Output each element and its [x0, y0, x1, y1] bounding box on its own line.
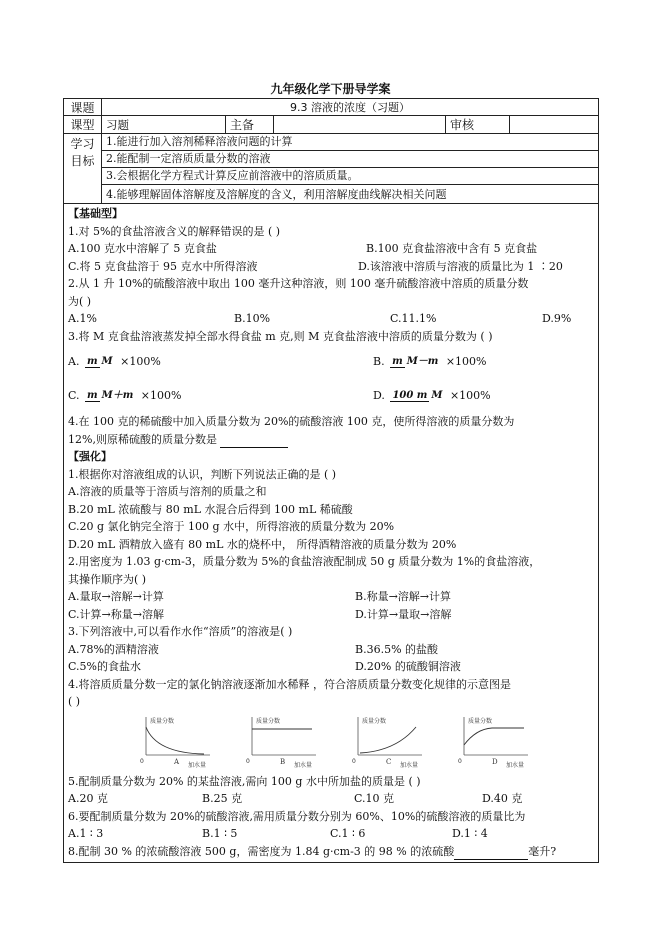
- strong-q2-c: C.计算→称量→溶解: [68, 607, 164, 621]
- goals-label: [64, 134, 102, 203]
- fraction-a-numerator: m: [86, 356, 98, 368]
- answer-blank[interactable]: [220, 435, 288, 448]
- graph-d-origin: 0: [458, 757, 462, 765]
- strong-q2-a: A.量取→溶解→计算: [68, 590, 164, 603]
- strong-q5-b: B.25 克: [202, 792, 243, 805]
- graph-a-ylabel: 质量分数: [150, 717, 175, 725]
- meta-row: [64, 116, 598, 134]
- fraction-b: [390, 356, 440, 368]
- topic-row: [64, 99, 598, 116]
- basic-q1: 1.对 5%的食盐溶液含义的解释错误的是 ( ): [68, 224, 281, 238]
- fraction-d-numerator: 100 m: [392, 390, 428, 402]
- fraction-c-denominator: M＋m: [101, 390, 134, 402]
- dilution-graphs: [68, 715, 594, 769]
- graph-d-curve: [464, 728, 524, 745]
- strong-q5: 5.配制质量分数为 20% 的某盐溶液,需向 100 g 水中所加盐的质量是 ( ): [68, 774, 421, 788]
- strong-q3-d: D.20% 的硫酸铜溶液: [355, 660, 461, 673]
- goals-row: [64, 134, 598, 204]
- strong-q6-c: C.1 ∶ 6: [330, 827, 366, 840]
- fraction-c-numerator: m: [87, 390, 98, 402]
- basic-q3-c-prefix: C.: [68, 389, 80, 403]
- exercise-body: [64, 204, 598, 862]
- basic-q3-d-prefix: D.: [373, 389, 385, 403]
- basic-q3-a-prefix: A.: [68, 355, 80, 369]
- basic-q2-options: [68, 310, 594, 328]
- graph-d-letter: D: [492, 758, 498, 766]
- strong-q1-a: A.溶液的质量等于溶质与溶剂的质量之和: [68, 485, 267, 498]
- basic-q1-options-row2: [68, 258, 594, 276]
- fraction-b-numerator: m: [392, 356, 403, 368]
- basic-q2-line1: 2.从 1 升 10%的硫酸溶液中取出 100 毫升这种溶液，则 100 毫升硫酸溶液中溶质的质量分数: [68, 277, 529, 290]
- basic-q3-a-suffix: ×100%: [120, 355, 161, 369]
- fraction-b-denominator: M－m: [406, 356, 439, 368]
- goal-item: 3.会根据化学方程式计算反应前溶液中的溶质质量。: [102, 168, 598, 185]
- graph-b-letter: B: [280, 758, 286, 766]
- host-label: 主备: [226, 116, 274, 133]
- basic-q4-line1: 4.在 100 克的稀硫酸中加入质量分数为 20%的硫酸溶液 100 克，使所得溶液的质量分数为: [68, 415, 515, 428]
- topic-label: 课题: [64, 99, 102, 115]
- fraction-d-denominator: M: [431, 390, 443, 402]
- basic-q4-line2: [68, 431, 594, 449]
- basic-q3-c-suffix: ×100%: [140, 389, 182, 403]
- basic-q2-c: C.11.1%: [390, 312, 437, 325]
- type-label: 课型: [64, 116, 102, 133]
- goal-item: 4.能够理解固体溶解度及溶解度的含义，利用溶解度曲线解决相关问题: [106, 188, 447, 201]
- basic-q1-a: A.100 克水中溶解了 5 克食盐: [68, 242, 217, 255]
- graph-a-letter: A: [174, 758, 180, 766]
- strong-q1-b: B.20 mL 浓硫酸与 80 mL 水混合后得到 100 mL 稀硫酸: [68, 502, 353, 516]
- strong-q2-line2: 其操作顺序为( ): [68, 572, 147, 586]
- graph-b: [246, 715, 318, 769]
- fraction-a-denominator: M: [101, 356, 113, 368]
- basic-q3-options-row2: [68, 379, 594, 413]
- graph-c-origin: 0: [352, 757, 356, 765]
- basic-q3-b-prefix: B.: [373, 355, 385, 369]
- strong-q8-unit: 毫升?: [528, 844, 557, 858]
- graph-d-ylabel: 质量分数: [468, 717, 493, 725]
- basic-q2-line2: 为( ): [68, 294, 92, 308]
- strong-q8-text: 8.配制 30 % 的浓硫酸溶液 500 g，需密度为 1.84 g·cm-3 的 98 % 的浓硫酸: [68, 844, 455, 858]
- graph-c-letter: C: [386, 758, 392, 766]
- strong-q2-d: D.计算→量取→溶解: [355, 607, 452, 621]
- host-value: [274, 116, 446, 133]
- strong-q3: 3.下列溶液中,可以看作水作“溶质”的溶液是( ): [68, 625, 293, 638]
- basic-q3-d: [373, 387, 491, 405]
- graph-b-xlabel: 加水量: [294, 761, 313, 769]
- fraction-c: [85, 390, 135, 402]
- strong-q4-line2: ( ): [68, 695, 81, 708]
- goal-item: 1.能进行加入溶剂稀释溶液问题的计算: [102, 134, 598, 151]
- basic-q3-a: [68, 353, 373, 371]
- graph-a: [140, 715, 212, 769]
- strong-q3-a: A.78%的酒精溶液: [68, 642, 159, 656]
- graph-b-origin: 0: [246, 757, 250, 765]
- strong-q4-line1: 4.将溶质质量分数一定的氯化钠溶液逐渐加水稀释 ，符合溶质质量分数变化规律的示意图是: [68, 677, 511, 691]
- type-value: 习题: [102, 116, 226, 133]
- strong-q6: 6.要配制质量分数为 20%的硫酸溶液,需用质量分数分别为 60%、10%的硫酸溶液的质量比为: [68, 809, 526, 823]
- strong-q5-a: A.20 克: [68, 792, 108, 805]
- graph-d: [458, 715, 530, 769]
- basic-heading: 【基础型】: [68, 207, 123, 220]
- strong-q3-options-row2: [68, 658, 594, 676]
- strong-q2-options-row2: [68, 606, 594, 624]
- strong-q2-line1: 2.用密度为 1.03 g·cm-3，质量分数为 5%的食盐溶液配制成 50 g 质量分数为 1%的食盐溶液，: [68, 555, 541, 568]
- basic-q1-c: C.将 5 克食盐溶于 95 克水中所得溶液: [68, 259, 258, 273]
- document-title: 九年级化学下册导学案: [270, 82, 391, 96]
- goal-item: 2.能配制一定溶质质量分数的溶液: [102, 151, 598, 168]
- basic-q4-line2-text: 12%,则原稀硫酸的质量分数是: [68, 432, 217, 446]
- basic-q1-options-row1: [68, 240, 594, 258]
- goals-list: [102, 134, 598, 203]
- basic-q3-options-row1: [68, 345, 594, 379]
- graph-a-curve: [146, 727, 204, 754]
- strong-q8: [68, 843, 594, 861]
- basic-q1-d: D.该溶液中溶质与溶液的质量比为 1 ∶20: [358, 259, 563, 273]
- basic-q2-b: B.10%: [234, 312, 271, 325]
- strong-q6-a: A.1 ∶ 3: [68, 827, 104, 840]
- answer-blank[interactable]: [454, 847, 528, 860]
- graph-c-xlabel: 加水量: [400, 761, 419, 769]
- graph-c: [352, 715, 424, 769]
- strong-q6-d: D.1 ∶ 4: [452, 827, 488, 840]
- strong-q1: 1.根据你对溶液组成的认识，判断下列说法正确的是 ( ): [68, 467, 337, 481]
- basic-q2-a: A.1%: [68, 312, 97, 325]
- strong-q6-options: [68, 825, 594, 843]
- graph-a-xlabel: 加水量: [188, 761, 207, 769]
- review-label: 审核: [446, 116, 510, 133]
- strong-q5-d: D.40 克: [482, 792, 523, 805]
- strong-q5-options: [68, 790, 594, 808]
- study-sheet: [63, 98, 599, 863]
- strong-q6-b: B.1 ∶ 5: [202, 827, 238, 840]
- topic-value: 9.3 溶液的浓度（习题）: [290, 101, 410, 114]
- goals-label-line2: 目标: [70, 154, 95, 168]
- strong-q5-c: C.10 克: [354, 792, 395, 805]
- strong-heading: 【强化】: [68, 450, 112, 463]
- basic-q3: 3.将 M 克食盐溶液蒸发掉全部水得食盐 m 克,则 M 克食盐溶液中溶质的质量分数为 ( ): [68, 329, 493, 343]
- basic-q3-d-suffix: ×100%: [449, 389, 491, 403]
- graph-d-xlabel: 加水量: [506, 761, 525, 769]
- graph-a-origin: 0: [140, 757, 144, 765]
- basic-q1-b: B.100 克食盐溶液中含有 5 克食盐: [366, 242, 538, 255]
- strong-q2-options-row1: [68, 588, 594, 606]
- strong-q1-c: C.20 g 氯化钠完全溶于 100 g 水中，所得溶液的质量分数为 20%: [68, 520, 395, 533]
- graph-b-ylabel: 质量分数: [256, 717, 281, 725]
- basic-q3-b-suffix: ×100%: [445, 355, 487, 369]
- basic-q2-d: D.9%: [542, 312, 572, 325]
- graph-c-curve: [360, 727, 416, 753]
- strong-q3-c: C.5%的食盐水: [68, 660, 141, 673]
- fraction-d: [390, 390, 444, 402]
- review-value: [510, 116, 598, 133]
- basic-q3-b: [373, 353, 487, 371]
- goals-label-line1: 学习: [70, 137, 95, 151]
- strong-q1-d: D.20 mL 酒精放入盛有 80 mL 水的烧杯中， 所得酒精溶液的质量分数为 20%: [68, 537, 457, 551]
- graph-c-ylabel: 质量分数: [362, 717, 387, 725]
- basic-q3-c: [68, 387, 373, 405]
- fraction-a: [85, 356, 115, 368]
- strong-q3-b: B.36.5% 的盐酸: [355, 642, 439, 656]
- strong-q3-options-row1: [68, 641, 594, 659]
- strong-q2-b: B.称量→溶解→计算: [355, 590, 452, 603]
